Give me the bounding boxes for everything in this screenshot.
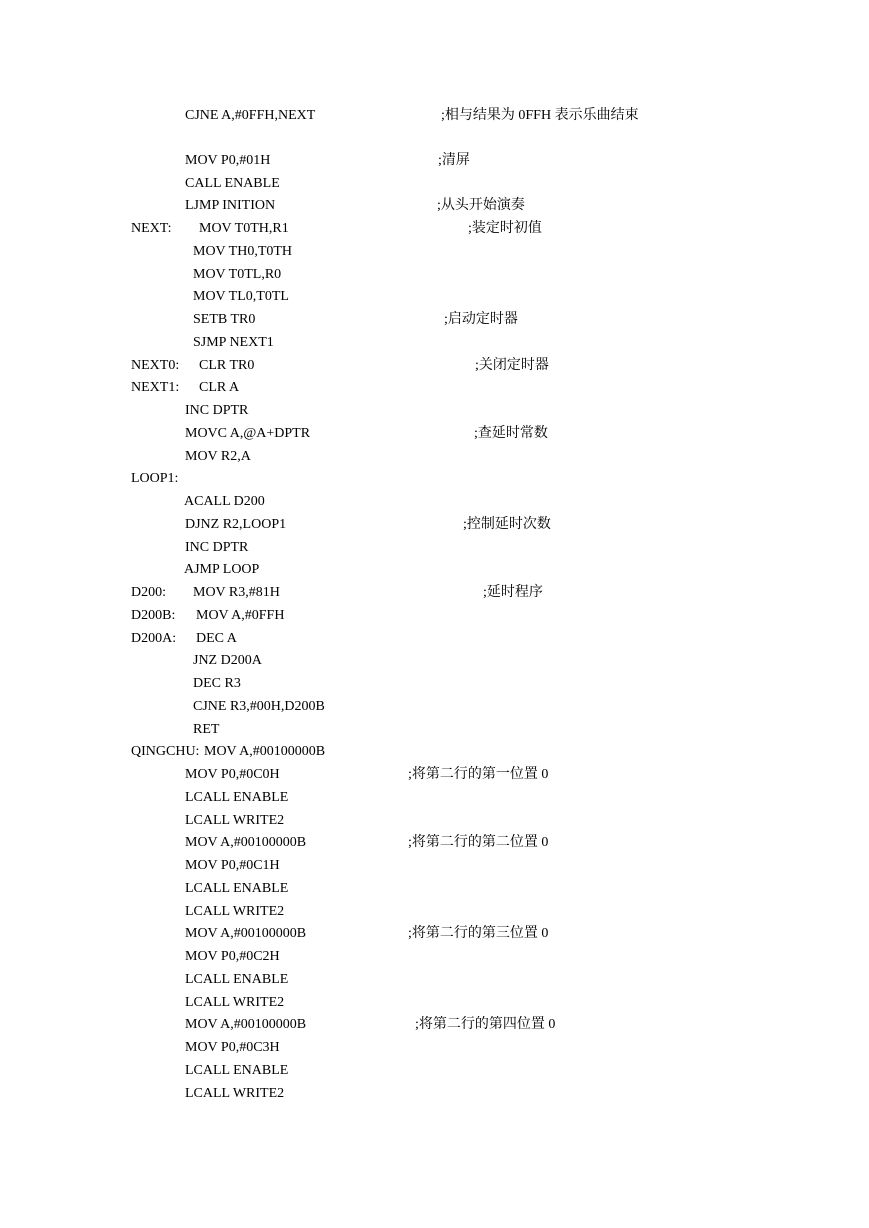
code-line: LCALL WRITE2 — [185, 904, 285, 919]
code-line: SETB TR0 — [193, 312, 256, 327]
code-line: LJMP INITION — [185, 198, 276, 213]
code-line: INC DPTR — [185, 540, 249, 555]
code-line: MOV P0,#0C2H — [185, 949, 280, 964]
code-line: MOV A,#00100000B — [204, 744, 326, 759]
code-comment: ;查延时常数 — [474, 426, 548, 441]
code-line: MOVC A,@A+DPTR — [185, 426, 311, 441]
code-line: MOV P0,#0C0H — [185, 767, 280, 782]
code-line: MOV P0,#0C3H — [185, 1040, 280, 1055]
code-label: LOOP1: — [131, 471, 179, 486]
code-comment: ;将第二行的第二位置 0 — [408, 835, 549, 850]
code-line: MOV A,#00100000B — [185, 1017, 307, 1032]
code-label: D200A: — [131, 631, 177, 646]
code-line: MOV TH0,T0TH — [193, 244, 293, 259]
code-label: D200B: — [131, 608, 176, 623]
code-line: LCALL WRITE2 — [185, 995, 285, 1010]
code-label: QINGCHU: — [131, 744, 200, 759]
code-line: INC DPTR — [185, 403, 249, 418]
code-line: MOV P0,#0C1H — [185, 858, 280, 873]
code-line: LCALL ENABLE — [185, 972, 289, 987]
code-line: MOV R2,A — [185, 449, 251, 464]
code-line: MOV A,#00100000B — [185, 835, 307, 850]
code-line: CLR A — [199, 380, 240, 395]
code-label: D200: — [131, 585, 166, 600]
code-line: LCALL ENABLE — [185, 790, 289, 805]
code-line: DEC A — [196, 631, 237, 646]
code-label: NEXT: — [131, 221, 172, 236]
code-line: DJNZ R2,LOOP1 — [185, 517, 287, 532]
code-comment: ;将第二行的第三位置 0 — [408, 926, 549, 941]
code-line: LCALL ENABLE — [185, 881, 289, 896]
code-line: CALL ENABLE — [185, 176, 280, 191]
code-line: RET — [193, 722, 220, 737]
code-line: LCALL ENABLE — [185, 1063, 289, 1078]
code-line: MOV TL0,T0TL — [193, 289, 289, 304]
code-line: MOV P0,#01H — [185, 153, 271, 168]
code-comment: ;关闭定时器 — [475, 358, 549, 373]
code-comment: ;控制延时次数 — [463, 517, 551, 532]
code-line: LCALL WRITE2 — [185, 813, 285, 828]
code-line: MOV R3,#81H — [193, 585, 280, 600]
code-line: LCALL WRITE2 — [185, 1086, 285, 1101]
code-label: NEXT0: — [131, 358, 180, 373]
code-line: CLR TR0 — [199, 358, 255, 373]
code-line: MOV T0TL,R0 — [193, 267, 282, 282]
code-comment: ;相与结果为 0FFH 表示乐曲结束 — [441, 108, 639, 123]
code-comment: ;延时程序 — [483, 585, 543, 600]
code-line: MOV T0TH,R1 — [199, 221, 289, 236]
code-line: AJMP LOOP — [184, 562, 260, 577]
code-line: MOV A,#0FFH — [196, 608, 285, 623]
code-comment: ;装定时初值 — [468, 221, 542, 236]
code-line: CJNE R3,#00H,D200B — [193, 699, 325, 714]
code-line: MOV A,#00100000B — [185, 926, 307, 941]
code-line: DEC R3 — [193, 676, 241, 691]
code-line: ACALL D200 — [184, 494, 265, 509]
code-comment: ;将第二行的第四位置 0 — [415, 1017, 556, 1032]
code-comment: ;从头开始演奏 — [437, 198, 525, 213]
code-line: CJNE A,#0FFH,NEXT — [185, 108, 316, 123]
code-line: JNZ D200A — [193, 653, 262, 668]
code-line: SJMP NEXT1 — [193, 335, 274, 350]
code-comment: ;清屏 — [438, 153, 470, 168]
code-comment: ;启动定时器 — [444, 312, 518, 327]
code-label: NEXT1: — [131, 380, 180, 395]
code-comment: ;将第二行的第一位置 0 — [408, 767, 549, 782]
